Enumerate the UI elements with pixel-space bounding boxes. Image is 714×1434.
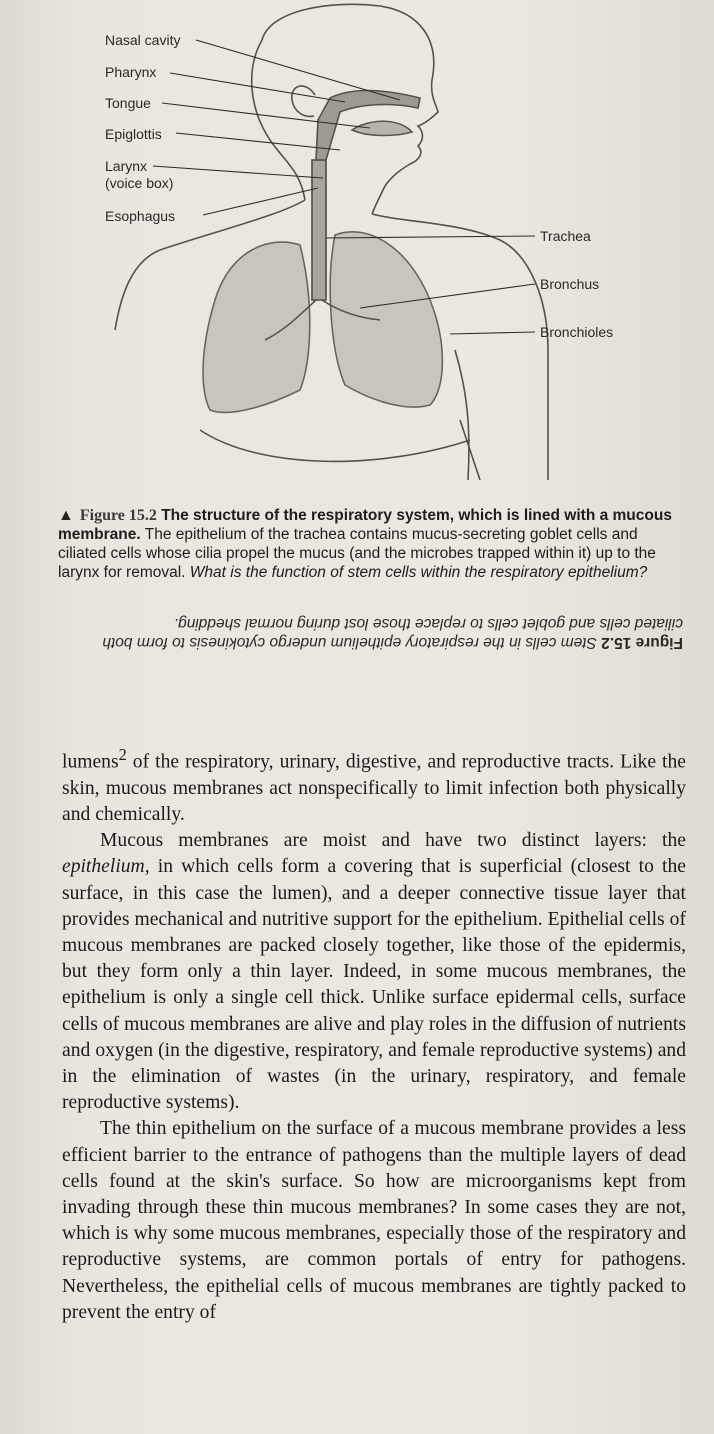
arm-line-right — [455, 350, 469, 480]
caption-question: What is the function of stem cells within the respiratory epithelium? — [189, 564, 648, 581]
leader-bronchioles — [450, 332, 535, 334]
leader-nasal-cavity — [196, 40, 400, 100]
p1-start: lumens — [62, 751, 119, 773]
paragraph-2 — [62, 828, 686, 1116]
leader-epiglottis — [176, 133, 340, 150]
label-trachea: Trachea — [540, 228, 591, 244]
label-pharynx: Pharynx — [105, 64, 157, 80]
label-voice-box: (voice box) — [105, 175, 174, 191]
footnote-marker: 2 — [118, 745, 127, 764]
ear-outline — [292, 86, 315, 116]
left-lung — [203, 242, 310, 412]
body-text — [62, 742, 686, 1326]
right-lung — [330, 232, 442, 407]
caption-text: The epithelium of the trachea contains mucus-secreting goblet cells and ciliated cells whose cilia propel the mucus (and the microbes trapped within it) up to the larynx for removal. — [58, 526, 656, 581]
label-larynx: Larynx — [105, 158, 148, 174]
p1-rest: of the respiratory, urinary, digestive, and reproductive tracts. Like the skin, mucous membranes act nonspecifically to limit infection both physically and chemically. — [62, 751, 686, 825]
tongue — [352, 121, 412, 135]
label-epiglottis: Epiglottis — [105, 126, 162, 142]
answer-text: Stem cells in the respiratory epithelium undergo cytokinesis to form both ciliated cells and goblet cells to replace those lost during normal shedding. — [102, 615, 683, 651]
label-esophagus: Esophagus — [105, 208, 176, 224]
label-nasal-cavity: Nasal cavity — [105, 32, 181, 48]
triangle-icon: ▲ — [58, 507, 74, 524]
label-bronchioles: Bronchioles — [540, 324, 614, 340]
trachea — [312, 160, 326, 300]
respiratory-figure — [0, 0, 714, 500]
label-bronchus: Bronchus — [540, 276, 600, 292]
figure-caption — [58, 506, 683, 582]
p2-start: Mucous membranes are moist and have two distinct layers: the — [100, 830, 686, 852]
caption-title: The structure of the respiratory system, which is lined with a mucous membrane. — [58, 507, 672, 543]
figure-number: Figure 15.2 — [79, 507, 157, 524]
paragraph-1 — [62, 742, 686, 828]
leader-larynx — [153, 166, 323, 178]
leader-pharynx — [170, 73, 345, 102]
label-tongue: Tongue — [105, 95, 151, 111]
p2-rest: in which cells form a covering that is superficial (closest to the surface, in this case the lumen), and a deeper connective tissue layer that provides mechanical and nutritive support for the epithelium. Epithelial cells of mucous membranes are packed closely together, like those of the epidermis, but they form only a thin layer. Indeed, in some mucous membranes, the epithelium is only a single cell thick. Unlike surface epidermal cells, surface cells of mucous membranes are alive and play roles in the diffusion of nutrients and oxygen (in the digestive, respiratory, and female reproductive systems) and in the elimination of wastes (in the urinary, respiratory, and female reproductive systems). — [62, 856, 686, 1114]
body-bottom — [200, 430, 470, 461]
upside-down-answer — [58, 614, 683, 652]
answer-label: Figure 15.2 — [601, 634, 683, 651]
paragraph-3: The thin epithelium on the surface of a mucous membrane provides a less efficient barrier to the entrance of pathogens than the multiple layers of dead cells found at the skin's surface. So how are microorganisms kept from invading through these thin mucous membranes? In some cases they are not, which is why some mucous membranes, especially those of the respiratory and reproductive systems, are common portals of entry for pathogens. Nevertheless, the epithelial cells of mucous membranes are tightly packed to prevent the entry of — [62, 1118, 686, 1323]
midline — [460, 420, 480, 480]
p2-emphasis: epithelium, — [62, 856, 150, 878]
